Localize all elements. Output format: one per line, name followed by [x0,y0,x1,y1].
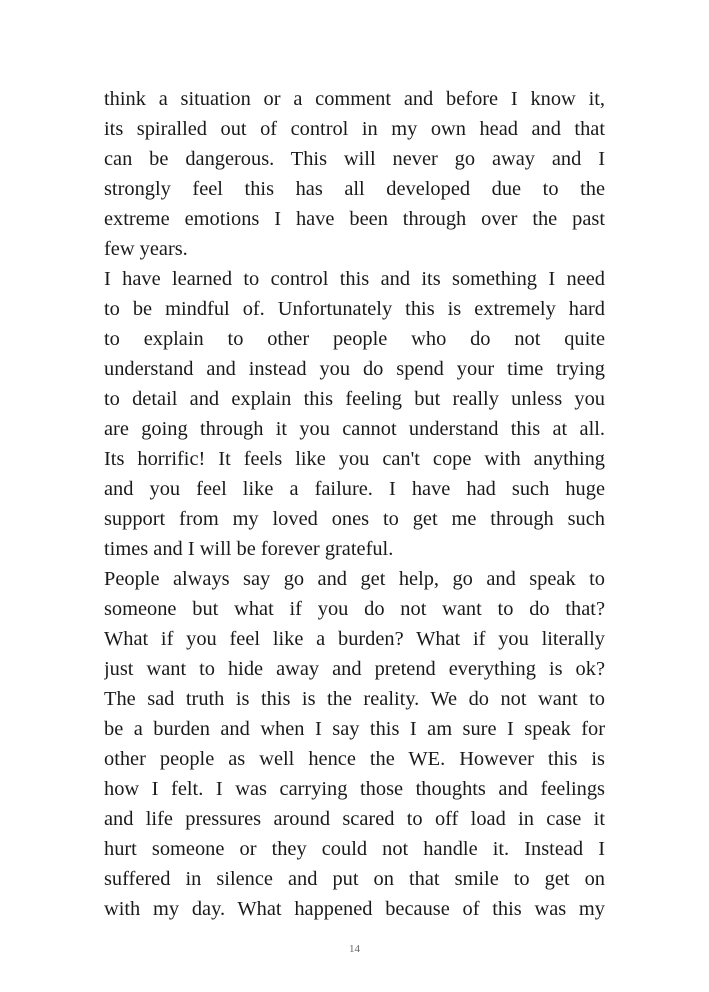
text-line: I have learned to control this and its something I need [104,268,605,290]
text-line: The sad truth is this is the reality. We do not want to [104,688,605,710]
text-line: someone but what if you do not want to do that? [104,598,605,620]
text-line: its spiralled out of control in my own head and that [104,118,605,140]
text-line: be a burden and when I say this I am sure I speak for [104,718,605,740]
text-line: understand and instead you do spend your time trying [104,358,605,380]
text-line: What if you feel like a burden? What if you literally [104,628,605,650]
text-line: Its horrific! It feels like you can't cope with anything [104,448,605,470]
text-line: how I felt. I was carrying those thoughts and feelings [104,778,605,800]
text-line: few years. [104,238,188,260]
page-number: 14 [349,943,360,955]
text-line: can be dangerous. This will never go away and I [104,148,605,170]
text-line: and you feel like a failure. I have had such huge [104,478,605,500]
text-line: and life pressures around scared to off load in case it [104,808,605,830]
text-line: suffered in silence and put on that smile to get on [104,868,605,890]
text-line: to detail and explain this feeling but really unless you [104,388,605,410]
text-line: hurt someone or they could not handle it. Instead I [104,838,605,860]
text-line: are going through it you cannot understand this at all. [104,418,605,440]
text-line: to be mindful of. Unfortunately this is extremely hard [104,298,605,320]
text-line: think a situation or a comment and before I know it, [104,88,605,110]
text-line: times and I will be forever grateful. [104,538,394,560]
text-line: extreme emotions I have been through over the past [104,208,605,230]
text-line: other people as well hence the WE. However this is [104,748,605,770]
text-line: People always say go and get help, go and speak to [104,568,605,590]
text-line: support from my loved ones to get me through such [104,508,605,530]
paragraph [104,564,605,924]
text-line: strongly feel this has all developed due to the [104,178,605,200]
text-line: with my day. What happened because of this was my [104,898,605,920]
body-text [104,84,605,924]
paragraph [104,84,605,264]
text-line: just want to hide away and pretend everything is ok? [104,658,605,680]
text-line: to explain to other people who do not quite [104,328,605,350]
paragraph [104,264,605,564]
